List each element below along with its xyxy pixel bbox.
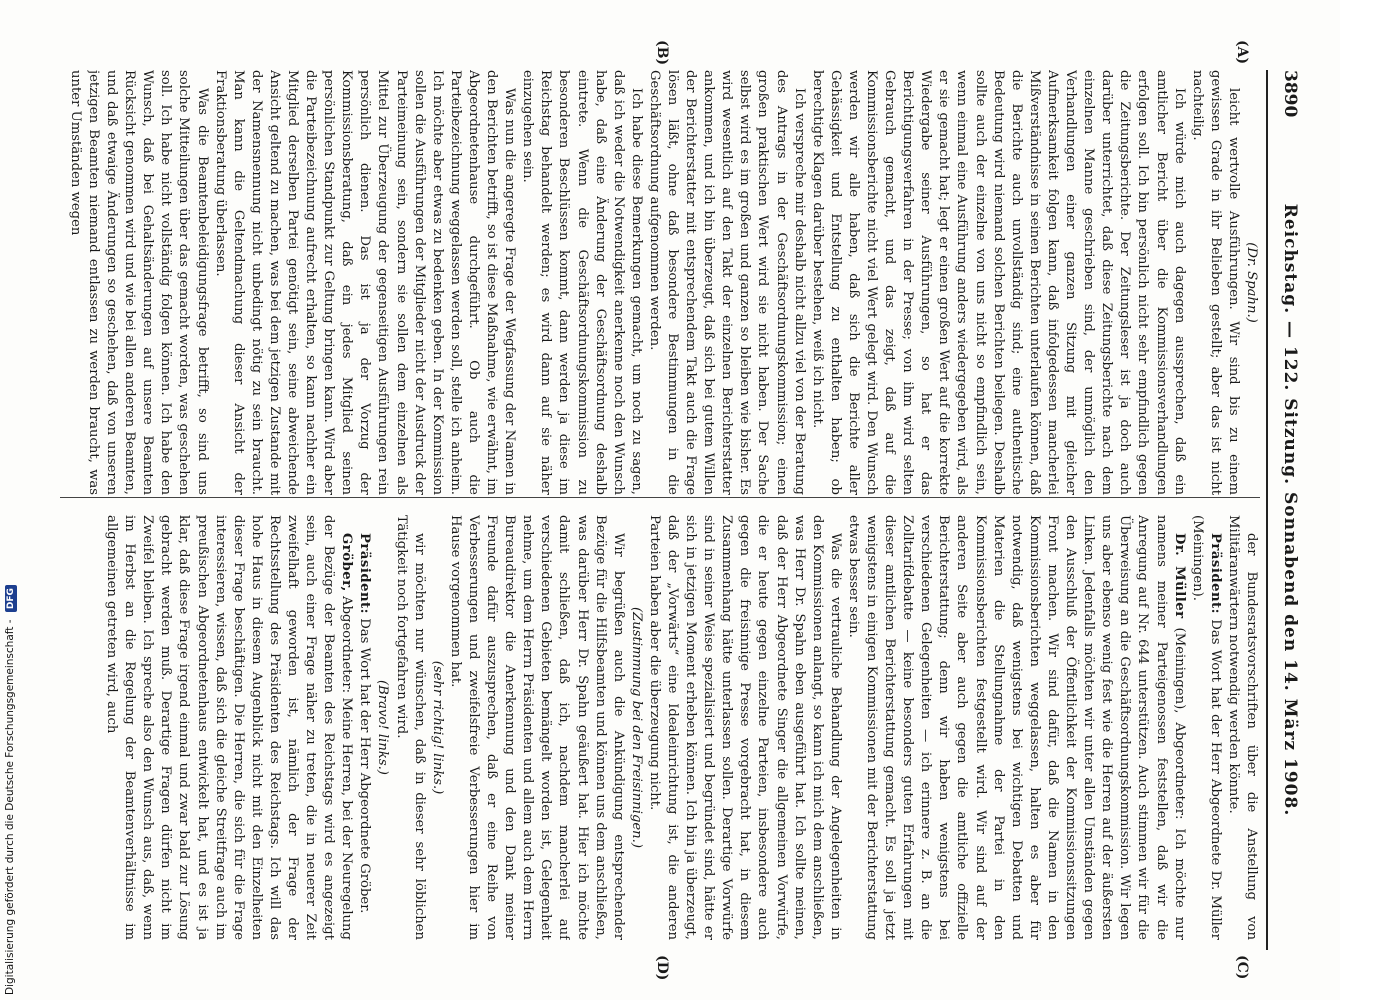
speech-text: (Meiningen), Abgeordneter: Ich möchte nur namens meiner Parteigenossen feststellen, daß wir die Anregung auf Nr. 644 unterstützen. Auch stimmen wir für die Überweisung an die Geschäftsordnungskommission. Wir legen uns aber ebenso wenig fest wie die Herren auf der äußersten Linken. Jedenfalls möchten wir unter allen Umständen gegen den Ausschluß der Öffentlichkeit der Kommissionssitzungen Front machen. Wir sind dafür, daß die Namen in den Kommissionsberichten weggelassen, halten es aber für notwendig, daß wenigstens bei wichtigen Debatten und Materien die Stellungnahme der Partei in den Kommissionsberichten festgestellt wird. Wir sind auf der anderen Seite aber auch gegen die amtliche offizielle Berichterstattung; denn wir haben wenigstens bei verschiedenen Gelegenheiten — ich erinnere z. B. an die Zolltarifdebatte — keine besonders guten Erfahrungen mit dieser amtlichen Berichterstattung gemacht. Es soll ja jetzt wenigstens in einigen Kommissionen mit der Berichterstattung etwas besser sein.	[845, 515, 1187, 940]
paragraph: Was nun die angeregte Frage der Wegfassung der Namen in den Berichten betrifft, so ist diese Maßnahme, wie erwähnt, im Abgeordnetenhause durchgeführt. Ob auch die Parteibezeichnung weggelassen werden soll, stelle ich anheim. Ich möchte aber etwas zu bedenken geben. In der Kommission sollen die Ausführungen der Mitglieder nicht der Ausdruck der Parteimeinung sein, sondern sie sollen dem einzelnen als Mittel zur Überzeugung der gegenseitigen Ausführungen rein persönlich dienen. Das ist ja der Vorzug der Kommissionsberatung, daß ein jedes Mitglied seinen persönlichen Standpunkt zur Geltung bringen kann. Wird aber die Parteibezeichnung aufrecht erhalten, so kann nachher ein Mitglied derselben Partei genötigt sein, seine abweichende Ansicht geltend zu machen, was bei dem jetzigen Zustande mit der Namensnennung nicht unbedingt nötig zu sein braucht. Man kann die Geltendmachung dieser Ansicht der Fraktionsberatung überlassen.	[212, 70, 518, 495]
paragraph: Wir begrüßen auch die Ankündigung entsprechender Bezüge für die Hilfsbeamten und können uns dem anschließen, was darüber Herr Dr. Spahn geäußert hat. Hier ich möchte damit schließen, daß ich, nachdem mancherlei auf verschiedenen Gebieten bemängelt worden ist, Gelegenheit nehme, um dem Herrn Präsidenten und allem auch dem Herrn Bureaudirektor die Anerkennung und den Dank meiner Freunde dafür auszusprechen, daß er eine Reihe von Verbesserungen und zweifelsfreie Verbesserungen hier im Hause vorgenommen hat.	[447, 515, 626, 940]
margin-mark-a: (A)	[1234, 40, 1250, 65]
speaker-paragraph	[844, 515, 1188, 940]
right-text-column	[50, 515, 1260, 940]
paragraph: leicht wertvolle Ausführungen. Wir sind bis zu einem gewissen Grade in ihr Belieben gestellt; aber das ist nicht nachteilig.	[1189, 70, 1241, 495]
speaker-name: Präsident:	[1207, 533, 1223, 615]
paragraph: Was die vertrauliche Behandlung der Angelegenheiten in den Kommissionen anlangt, so kann ich mich dem anschließen, was Herr Dr. Spahn eben ausgeführt hat. Ich sollte meinen, daß der Herr Abgeordnete Singer die allgemeinen Vorwürfe, die er heute gegen einzelne Parteien, insbesondere auch gegen die freisinnige Presse vorgebracht hat, in diesem Zusammenhang hätte unterlassen sollen. Derartige Vorwürfe sind in seiner Weise spezialisiert und begründet sind, hätte er sich in jetzigen Moment erheben können. Ich bin ja überzeugt, daß der „Vorwärts“ eine Idealeinrichtung ist, die anderen Parteien haben aber die überzeugung nicht.	[646, 515, 843, 940]
speaker-paragraph	[102, 515, 355, 940]
stage-direction: (Dr. Spahn.)	[1244, 242, 1259, 323]
paragraph: Ich habe diese Bemerkungen gemacht, um noch zu sagen, daß ich weder die Notwendigkeit anerkenne noch den Wunsch habe, daß eine Änderung der Geschäftsordnung deshalb eintrete. Wenn die Geschäftsordnungskommission zu besonderen Beschlüssen kommt, dann werden ja diese im Reichstag behandelt werden; es wird dann auf sie näher einzugehen sein.	[520, 70, 644, 495]
dfg-logo: DFG	[5, 585, 17, 612]
speaker-name: Dr. Müller	[1171, 533, 1187, 619]
header-rule	[1266, 70, 1268, 950]
stage-direction: (Zustimmung bei den Freisinnigen.)	[628, 606, 644, 849]
margin-mark-b: (B)	[654, 40, 670, 66]
margin-mark-d: (D)	[654, 955, 670, 981]
paragraph: Ich würde mich auch dagegen aussprechen, daß ein amtlicher Bericht über die Kommissionsverhandlungen erfolgen soll. Ich bin persönlich nicht sehr empfindlich gegen die Zeitungsberichte. Der Zeitungsleser ist ja doch auch darüber unterrichtet, daß diese Zeitungsberichte nach dem einzelnen Manne geschrieben sind, der unmöglich den Verhandlungen einer ganzen Sitzung mit gleicher Aufmerksamkeit folgen kann, daß infolgedessen mancherlei Mißverständnisse in seinen Berichten unterlaufen können, daß die Berichte auch unvollständig sind; eine authentische Bedeutung wird niemand solchen Berichten beilegen. Deshalb sollte auch der einzelne von uns nicht so empfindlich sein, wenn einmal eine Ausführung anders wiedergegeben wird, als er sie gemacht hat; legt er einen großen Wert auf die korrekte Wiedergabe seiner Ausführungen, so hat er das Berichtigungsverfahren in der Presse; von ihm wird selten Gebrauch gemacht, und das zeigt, daß auf die Kommissionsberichte nicht viel Wert gelegt wird. Den Wunsch werden wir alle haben, daß sich die Berichte aller Gehässigkeit und Entstellung zu enthalten haben; ob berechtigte Klagen darüber bestehen, weiß ich nicht.	[809, 70, 1187, 495]
paragraph: Ich verspreche mir deshalb nicht allzu viel von der Beratung des Antrags in der Geschäftsordnungskommission; einen großen praktischen Wert wird sie nicht haben. Der Sache selbst wird es im großen und ganzen so bleiben wie bisher. Es wird wesentlich auf den Takt der einzelnen Berichterstatter ankommen, und ich bin überzeugt, daß sich bei gutem Willen der Berichterstatter mit entsprechendem Takt auch die Frage lösen läßt, ohne daß besondere Bestimmungen in die Geschäftsordnung aufgenommen werden.	[646, 70, 807, 495]
paragraph: Was die Beamtenbeleidigungsfrage betrifft, so sind uns solche Mitteilungen über das gemacht worden, was geschehen soll. Ich habe nicht vollständig folgen können. Ich habe den Wunsch, daß bei Gehaltsänderungen auf unsere Beamten Rücksicht genommen wird und wie bei allen anderen Beamten, und daß etwaige Änderungen so geschehen, daß von unseren jetzigen Beamten niemand entlassen zu werden braucht, was unter Umständen wegen	[67, 70, 210, 495]
footer-credit: Digitalisierung gefördert durch die Deutsche Forschungsgemeinschaft -	[4, 619, 16, 995]
left-text-column	[50, 70, 1260, 495]
page-header	[1270, 70, 1300, 950]
speech-text: Das Wort hat der Herr Abgeordnete Gröber.	[357, 618, 373, 914]
speaker-paragraph	[1188, 515, 1224, 940]
speaker-name: Gröber,	[339, 533, 355, 592]
page-number: 3890	[1280, 70, 1300, 118]
column-divider	[60, 497, 1260, 498]
paragraph: wir möchten nur wünschen, daß in dieser sehr löblichen Tätigkeit noch fortgefahren wird.	[393, 515, 427, 940]
stage-direction: (sehr richtig! links.)	[429, 660, 445, 795]
speech-text: Das Wort hat der Herr Abgeordnete Dr. Müller (Meiningen).	[1189, 515, 1223, 940]
speaker-paragraph	[355, 515, 373, 940]
stage-direction: (Bravo! links.)	[375, 680, 391, 775]
speaker-name: Präsident:	[357, 533, 373, 615]
digitization-footer	[0, 0, 30, 1000]
speech-text: Abgeordneter: Meine Herren, bei der Neuregelung der Bezüge der Beamten des Reichstags wird es angezeigt sein, auch einer Frage näher zu treten, die in neuerer Zeit zweifelhaft geworden ist, nämlich der Frage der Rechtsstellung des Präsidenten des Reichstags. Ich will das hohe Haus in diesem Augenblick nicht mit den Einzelheiten dieser Frage beschäftigen. Die Herren, die sich für die Frage interessieren, wissen, daß sich die gleiche Streitfrage auch im preußischen Abgeordnetenhaus entwickelt hat, und es ist ja klar, daß diese Frage irgend einmal und zwar bald zur Lösung gebracht werden muß. Derartige Fragen dürfen nicht im Zweifel bleiben. Ich spreche also den Wunsch aus, daß, wenn im Herbst an die Regelung der Beamtenverhältnisse im allgemeinen getreten wird, auch	[104, 515, 355, 940]
margin-mark-c: (C)	[1234, 955, 1250, 980]
paragraph: der Bundesratsvorschriften über die Anstellung von Militäranwärtern notwendig werden könnte.	[1225, 515, 1259, 940]
page-title: Reichstag. — 122. Sitzung. Sonnabend den 14. März 1908.	[1280, 203, 1300, 817]
